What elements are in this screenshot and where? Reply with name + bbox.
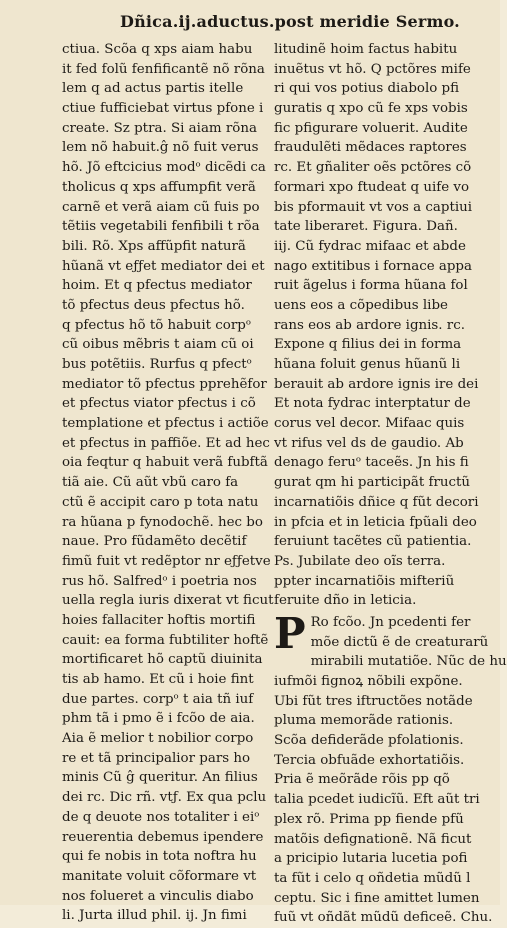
left-column-line: cũ oibus mẽbris t aiam cũ oi	[62, 337, 254, 353]
left-column-line: oia feqtur q habuit verã fubftã	[62, 455, 268, 471]
running-title: Dñica.ij.aductus.post meridie Sermo.	[120, 12, 460, 31]
left-column-line: q pfectus hõ tõ habuit corpᵒ	[62, 317, 251, 333]
right-column-line: Ps. Jubilate deo oĩs terra.	[274, 553, 446, 569]
right-column-para2-line: Ro fcõo. Jn pcedenti fer	[310, 614, 471, 630]
right-column-para2-line: ta fũt i celo q oñdetia mũdũ l	[274, 870, 471, 886]
left-column-line: carnẽ et verã aiam cũ fuis po	[62, 199, 260, 215]
right-column-line: feruiunt tacẽtes cũ patientia.	[274, 534, 472, 550]
left-column-line: rus hõ. Salfredᵒ i poetria nos	[62, 573, 257, 589]
left-column-line: hõ. Jõ eftcicius modᵒ dicẽdi ca	[62, 160, 266, 176]
right-column-line: hũana foluit genus hũanũ li	[274, 357, 461, 372]
left-column	[62, 40, 274, 926]
left-column-line: mortificaret hõ captũ diuinita	[62, 652, 263, 668]
right-column-line: ppter incarnatiõis mifteriũ	[274, 573, 455, 589]
right-column-line: gurat qm hi participãt fructũ	[274, 475, 470, 491]
right-column-para2-line: iufmõi fignoꝝ nõbili expõne.	[274, 674, 463, 689]
left-column-line: manitate voluit cõformare vt	[62, 868, 257, 884]
left-column-line: re et tã principalior pars ho	[62, 750, 251, 766]
right-column-line: incarnatiõis dñice q fũt decori	[274, 494, 479, 510]
left-column-line: de q deuote nos totaliter i eiᵒ	[62, 809, 260, 825]
left-column-line: et pfectus viator pfectus i cõ	[62, 396, 256, 412]
left-column-line: ctũ ẽ accipit caro p tota natu	[62, 494, 259, 510]
right-column-para2-line: a pricipio lutaria lucetia pofi	[274, 851, 468, 867]
right-column-para2-line: ceptu. Sic i fine amittet lumen	[274, 890, 480, 906]
right-column-paragraph-1	[274, 40, 479, 611]
left-column-line: ctiue fufficiebat virtus pfone i	[62, 101, 264, 117]
left-column-line: it fed folũ fenfificantẽ nõ rõna	[62, 61, 265, 77]
left-column-line: hũanã vt eƒƒet mediator dei et	[62, 258, 265, 274]
right-column-line: Expone q filius dei in forma	[274, 337, 462, 353]
right-column-line: in pfcia et in leticia fpũali deo	[274, 514, 477, 530]
right-column-para2-line: pluma memorãde rationis.	[274, 713, 454, 729]
right-column-para2-line: talia pcedet iudicĩũ. Eft aũt tri	[274, 792, 480, 808]
right-column-line: uens eos a cõpedibus libe	[274, 297, 448, 313]
right-column-line: nago extitibus i fornace appa	[274, 258, 472, 274]
left-column-line: ra hũana p fynodochẽ. hec bo	[62, 514, 263, 530]
left-column-line: mediator tõ pfectus pprehẽfor	[62, 376, 267, 392]
right-column-line: denago feruᵒ taceẽs. Jn his fi	[274, 455, 469, 471]
right-column-paragraph-2	[274, 608, 507, 928]
right-column-para2-line: Tercia obfuãde exhortatiõis.	[274, 752, 465, 768]
left-column-line: fimũ fuit vt redẽptor nr eƒƒetve	[62, 553, 271, 569]
right-column-para2-line: matõis defignationẽ. Nã ficut	[274, 831, 472, 847]
right-column-para2-line: Scõa defiderãde pfolationis.	[274, 733, 464, 749]
right-column-para2-line: mõe dictũ ẽ de creaturarũ	[310, 634, 489, 650]
left-column-line: uella regla iuris dixerat vt ficut	[62, 593, 274, 609]
right-column-para2-line: plex rõ. Prima pp fiende pfũ	[274, 811, 464, 827]
left-column-line: hoim. Et q pfectus mediator	[62, 278, 252, 294]
right-column-line: Et nota fydrac interptatur de	[274, 396, 471, 412]
right-column	[274, 40, 507, 928]
right-column-line: formari xpo ftudeat q uife vo	[274, 179, 470, 195]
right-column-line: ruit ãgelus i forma hũana fol	[274, 278, 468, 294]
left-column-line: tholicus q xps affumpfit verã	[62, 179, 256, 195]
left-column-line: tõ pfectus deus pfectus hõ.	[62, 297, 245, 313]
right-column-line: fic pfigurare voluerit. Audite	[274, 120, 468, 136]
left-column-line: nos folueret a vinculis diabo	[62, 888, 254, 904]
right-column-line: feruite dño in leticia.	[274, 593, 417, 609]
left-column-line: reuerentia debemus ipendere	[62, 829, 264, 845]
right-column-line: iij. Cũ fydrac mifaac et abde	[274, 238, 466, 254]
right-column-line: tate liberaret. Figura. Dañ.	[274, 219, 458, 235]
right-column-line: inuẽtus vt hõ. Q pctõres mife	[274, 61, 471, 77]
left-column-line: lem nõ habuit.ĝ nõ fuit verus	[62, 140, 259, 156]
left-column-line: Aia ẽ melior t nobilior corpo	[62, 731, 254, 747]
left-column-line: naue. Pro fũdamẽto decẽtif	[62, 534, 247, 550]
left-column-line: minis Cũ ĝ queritur. An filius	[62, 770, 258, 786]
right-column-para2-line: mirabili mutatiõe. Nũc de hu	[310, 654, 507, 670]
left-column-line: templatione et pfectus i actiõe	[62, 416, 269, 432]
left-column-line: bili. Rõ. Xps affũpfit naturã	[62, 238, 246, 254]
drop-cap-initial: P	[274, 608, 306, 658]
right-column-line: guratis q xpo cũ fe xps vobis	[274, 101, 468, 117]
right-column-line: litudinẽ hoim factus habitu	[274, 42, 458, 57]
left-column-line: tiã aie. Cũ aũt vbũ caro fa	[62, 475, 239, 491]
right-column-line: berauit ab ardore ignis ire dei	[274, 376, 479, 392]
right-column-para2-line: Pria ẽ meõrãde rõis pp qõ	[274, 772, 450, 788]
right-column-line: rc. Et gñaliter oẽs pctõres cõ	[274, 160, 472, 176]
left-column-line: bus potẽtiis. Rurfus q pfectᵒ	[62, 357, 252, 372]
left-column-line: li. Jurta illud phil. ij. Jn fimi	[62, 908, 247, 924]
right-column-line: vt rifus vel ds de gaudio. Ab	[274, 435, 464, 451]
right-column-line: ri qui vos potius diabolo pfi	[274, 81, 460, 97]
left-column-line: hoies fallaciter hoftis mortifi	[62, 612, 256, 628]
right-column-para2-line: Ubi fũt tres iftructões notãde	[274, 693, 473, 709]
left-column-line: dei rc. Dic rñ. vtƒ. Ex qua pclu	[62, 790, 267, 806]
left-column-line: qui fe nobis in tota noftra hu	[62, 849, 257, 865]
left-column-line: ctiua. Scõa q xps aiam habu	[62, 42, 253, 57]
left-column-line: phm tã i pmo ẽ i fcõo de aia.	[62, 711, 255, 727]
left-column-line: et pfectus in paffiõe. Et ad hec	[62, 435, 270, 451]
left-column-line: tis ab hamo. Et cũ i hoie fint	[62, 672, 254, 687]
right-column-line: corus vel decor. Mifaac quis	[274, 416, 465, 432]
right-column-line: fraudulẽti mẽdaces raptores	[274, 140, 467, 156]
right-column-line: rans eos ab ardore ignis. rc.	[274, 317, 465, 333]
right-column-para2-line: fuũ vt oñdãt mũdũ deficeẽ. Chu.	[274, 910, 493, 926]
left-column-line: create. Sz ptra. Si aiam rõna	[62, 120, 257, 136]
left-column-line: cauit: ea forma fubtiliter hoftẽ	[62, 632, 269, 648]
right-column-line: bis pformauit vt vos a captiui	[274, 199, 473, 215]
left-column-line: due partes. corpᵒ t aia tñ iuf	[62, 691, 254, 707]
left-column-line: lem q ad actus partis itelle	[62, 81, 244, 97]
left-column-line: tẽtiis vegetabili fenfibili t rõa	[62, 219, 260, 235]
paragraph-2-lines	[274, 608, 507, 928]
